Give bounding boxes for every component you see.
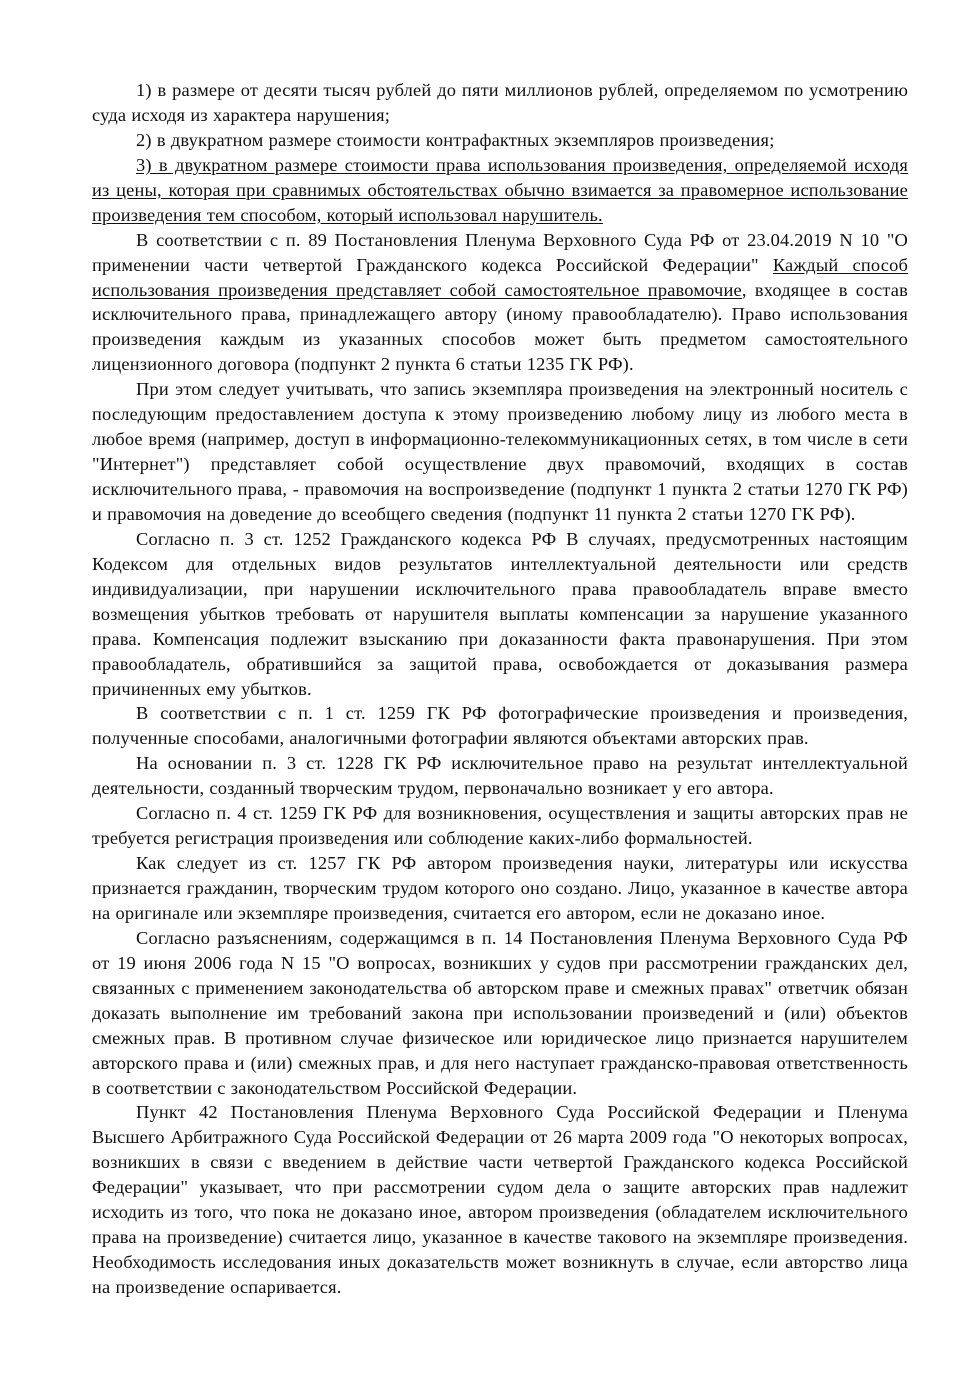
paragraph-item-1: 1) в размере от десяти тысяч рублей до пяти миллионов рублей, определяемом по усмотрению суда исходя из характера нарушения; [92,80,908,125]
paragraph-plenum-15: Согласно разъяснениям, содержащимся в п. 14 Постановления Пленума Верховного Суда РФ от 19 июня 2006 года N 15 "О вопросах, возникших у судов при рассмотрении гражданских дел, связанных с применением законодательства об авторском праве и смежных правах" ответчик обязан доказать выполнение им требований закона при использовании произведений и (или) объектов смежных прав. В противном случае физическое или юридическое лицо признается нарушителем авторского права и (или) смежных прав, и для него наступает гражданско-правовая ответственность в соответствии с законодательством Российской Федерации. [92,927,908,1098]
paragraph-item-3-underlined: 3) в двукратном размере стоимости права использования произведения, определяемой исходя из цены, которая при сравнимых обстоятельствах обычно взимается за правомерное использование произведения тем способом, который использовал нарушитель. [92,154,908,225]
paragraph-article-1259-p4: Согласно п. 4 ст. 1259 ГК РФ для возникновения, осуществления и защиты авторских прав не требуется регистрация произведения или соблюдение каких-либо формальностей. [92,803,908,849]
paragraph-article-1257: Как следует из ст. 1257 ГК РФ автором произведения науки, литературы или искусства признается гражданин, творческим трудом которого оно создано. Лицо, указанное в качестве автора на оригинале или экземпляре произведения, считается его автором, если не доказано иное. [92,853,908,923]
paragraph-article-1228: На основании п. 3 ст. 1228 ГК РФ исключительное право на результат интеллектуальной деятельности, созданный творческим трудом, первоначально возникает у его автора. [92,753,908,799]
paragraph-article-1259-p1: В соответствии с п. 1 ст. 1259 ГК РФ фотографические произведения и произведения, полученные способами, аналогичными фотографии являются объектами авторских прав. [92,703,908,749]
paragraph-plenum-89-tail: , входящее в состав исключительного права, принадлежащего автору (иному правообладателю). Право использования произведения каждым из указанных способов может быть предметом самостоятельного лицензионного договора (подпункт 2 пункта 6 статьи 1235 ГК РФ). [92,279,908,375]
paragraph-item-2: 2) в двукратном размере стоимости контрафактных экземпляров произведения; [136,129,775,150]
paragraph-plenum-42: Пункт 42 Постановления Пленума Верховного Суда Российской Федерации и Пленума Высшего Арбитражного Суда Российской Федерации от 26 марта 2009 года "О некоторых вопросах, возникших в связи с введением в действие части четвертой Гражданского кодекса Российской Федерации" указывает, что при рассмотрении судом дела о защите авторских прав надлежит исходить из того, что пока не доказано иное, автором произведения (обладателем исключительного права на произведение) считается лицо, указанное в качестве такового на экземпляре произведения. Необходимость исследования иных доказательств может возникнуть в случае, если авторство лица на произведение оспаривается. [92,1102,908,1297]
paragraph-plenum-89-lead: В соответствии с п. 89 Постановления Пленума Верховного Суда РФ от 23.04.2019 N 10 "О применении части четвертой Гражданского кодекса Российской Федерации" [92,229,908,275]
paragraph-article-1252: Согласно п. 3 ст. 1252 Гражданского кодекса РФ В случаях, предусмотренных настоящим Кодексом для отдельных видов результатов интеллектуальной деятельности или средств индивидуализации, при нарушении исключительного права правообладатель вправе вместо возмещения убытков требовать от нарушителя выплаты компенсации за нарушение указанного права. Компенсация подлежит взысканию при доказанности факта правонарушения. При этом правообладатель, обратившийся за защитой права, освобождается от доказывания размера причиненных ему убытков. [92,528,908,699]
paragraph-record-copy: При этом следует учитывать, что запись экземпляра произведения на электронный носитель с последующим предоставлением доступа к этому произведению любому лицу из любого места в любое время (например, доступ в информационно-телекоммуникационных сетях, в том числе в сети "Интернет") представляет собой осуществление двух правомочий, входящих в состав исключительного права, - правомочия на воспроизведение (подпункт 1 пункта 2 статьи 1270 ГК РФ) и правомочия на доведение до всеобщего сведения (подпункт 11 пункта 2 статьи 1270 ГК РФ). [92,379,908,524]
paragraph-plenum-89-underlined: Каждый способ использования произведения представляет собой самостоятельное правомочие [92,254,908,300]
document-body [92,78,908,1300]
paragraph-plenum-89 [92,228,908,378]
